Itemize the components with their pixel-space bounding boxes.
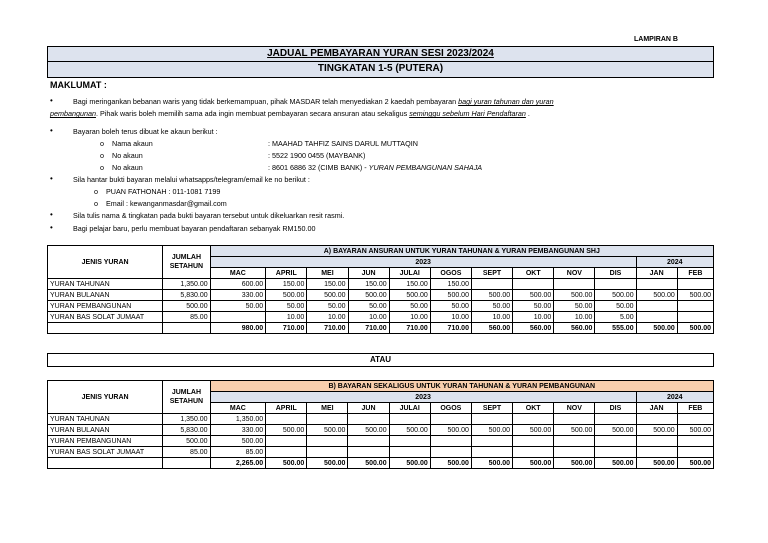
month-header: JULAI bbox=[389, 403, 430, 414]
col-header-jumlah bbox=[163, 381, 210, 414]
table-row bbox=[48, 301, 714, 312]
fee-amount-cell: 50.00 bbox=[307, 301, 348, 312]
account-note: YURAN PEMBANGUNAN SAHAJA bbox=[368, 163, 483, 172]
fee-amount-cell bbox=[348, 447, 389, 458]
fee-amount-cell: 50.00 bbox=[471, 301, 512, 312]
fee-amount-cell: 500.00 bbox=[513, 425, 554, 436]
fee-amount-cell: 500.00 bbox=[266, 425, 307, 436]
fee-amount-cell: 500.00 bbox=[554, 425, 595, 436]
fee-amount-cell: 500.00 bbox=[430, 425, 471, 436]
fee-total-cell: 500.00 bbox=[163, 301, 210, 312]
month-header: JULAI bbox=[389, 268, 430, 279]
fee-amount-cell: 500.00 bbox=[513, 290, 554, 301]
bullet-icon: • bbox=[50, 174, 53, 183]
fee-amount-cell bbox=[307, 436, 348, 447]
fee-amount-cell bbox=[554, 447, 595, 458]
fee-amount-cell: 10.00 bbox=[430, 312, 471, 323]
fee-amount-cell: 500.00 bbox=[266, 290, 307, 301]
fee-amount-cell bbox=[513, 447, 554, 458]
fee-total-cell: 500.00 bbox=[163, 436, 210, 447]
month-header: OGOS bbox=[430, 403, 471, 414]
month-total-cell: 500.00 bbox=[307, 458, 348, 469]
month-total-cell: 500.00 bbox=[636, 323, 677, 334]
table-row bbox=[48, 414, 714, 425]
table-row bbox=[48, 425, 714, 436]
sub-bullet-icon: o bbox=[94, 187, 98, 196]
col-header-jenis: JENIS YURAN bbox=[48, 381, 163, 414]
fee-amount-cell: 10.00 bbox=[307, 312, 348, 323]
fee-amount-cell: 150.00 bbox=[430, 279, 471, 290]
month-header: OKT bbox=[513, 268, 554, 279]
fee-amount-cell: 10.00 bbox=[471, 312, 512, 323]
month-total-cell: 500.00 bbox=[266, 458, 307, 469]
month-header: MAC bbox=[210, 268, 266, 279]
year-header-2023: 2023 bbox=[210, 257, 636, 268]
info-paragraph-3: Sila hantar bukti bayaran melalui whatsapps/telegram/email ke no berikut : bbox=[73, 175, 310, 184]
sub-bullet-icon: o bbox=[100, 139, 104, 148]
fee-name-cell: YURAN TAHUNAN bbox=[48, 414, 163, 425]
month-total-cell: 980.00 bbox=[210, 323, 266, 334]
month-header: NOV bbox=[554, 268, 595, 279]
col-header-jumlah-line1: JUMLAH bbox=[171, 389, 201, 396]
fee-amount-cell: 10.00 bbox=[266, 312, 307, 323]
month-header: MAC bbox=[210, 403, 266, 414]
atau-divider: ATAU bbox=[47, 353, 714, 367]
col-header-jumlah-line1: JUMLAH bbox=[171, 254, 202, 261]
fee-amount-cell: 50.00 bbox=[389, 301, 430, 312]
lampiran-label: LAMPIRAN B bbox=[634, 36, 678, 43]
account-no-text: : 8601 6886 32 (CIMB BANK) - bbox=[268, 163, 369, 172]
table-total-row bbox=[48, 323, 714, 334]
fee-amount-cell bbox=[389, 414, 430, 425]
month-total-cell: 500.00 bbox=[348, 458, 389, 469]
month-header: APRIL bbox=[266, 268, 307, 279]
fee-amount-cell: 85.00 bbox=[210, 447, 266, 458]
maklumat-heading: MAKLUMAT : bbox=[50, 80, 107, 90]
bullet-icon: • bbox=[50, 210, 53, 219]
fee-amount-cell bbox=[636, 414, 677, 425]
account-no-value-maybank: : 5522 1900 0455 (MAYBANK) bbox=[268, 151, 366, 160]
fee-amount-cell: 500.00 bbox=[677, 290, 713, 301]
month-total-cell: 500.00 bbox=[677, 323, 713, 334]
table-b bbox=[47, 380, 714, 469]
grand-total-cell bbox=[163, 458, 210, 469]
bullet-icon: • bbox=[50, 126, 53, 135]
fee-name-cell: YURAN PEMBANGUNAN bbox=[48, 436, 163, 447]
month-total-cell: 710.00 bbox=[389, 323, 430, 334]
month-total-cell: 560.00 bbox=[471, 323, 512, 334]
fee-amount-cell bbox=[595, 279, 636, 290]
month-total-cell: 710.00 bbox=[307, 323, 348, 334]
fee-amount-cell: 50.00 bbox=[430, 301, 471, 312]
fee-amount-cell bbox=[471, 414, 512, 425]
fee-amount-cell: 500.00 bbox=[348, 425, 389, 436]
fee-amount-cell: 330.00 bbox=[210, 425, 266, 436]
fee-amount-cell: 500.00 bbox=[636, 290, 677, 301]
fee-amount-cell: 50.00 bbox=[513, 301, 554, 312]
month-total-cell: 710.00 bbox=[430, 323, 471, 334]
col-header-jumlah-line2: SETAHUN bbox=[169, 263, 204, 270]
sub-bullet-icon: o bbox=[100, 163, 104, 172]
fee-amount-cell: 150.00 bbox=[348, 279, 389, 290]
fee-amount-cell: 500.00 bbox=[636, 425, 677, 436]
fee-amount-cell: 150.00 bbox=[266, 279, 307, 290]
fee-amount-cell bbox=[636, 301, 677, 312]
section-title: B) BAYARAN SEKALIGUS UNTUK YURAN TAHUNAN & YURAN PEMBANGUNAN bbox=[210, 381, 713, 392]
info-text: . Pihak waris boleh memilih sama ada ingin membuat pembayaran secara ansuran atau sekaligus bbox=[95, 109, 410, 118]
info-text: . bbox=[525, 109, 530, 118]
fee-amount-cell bbox=[677, 279, 713, 290]
bullet-icon: • bbox=[50, 96, 53, 105]
fee-amount-cell bbox=[677, 436, 713, 447]
fee-amount-cell bbox=[513, 436, 554, 447]
fee-amount-cell: 500.00 bbox=[210, 436, 266, 447]
fee-amount-cell bbox=[595, 414, 636, 425]
fee-total-cell: 5,830.00 bbox=[163, 290, 210, 301]
fee-amount-cell bbox=[677, 301, 713, 312]
year-header-2024: 2024 bbox=[636, 257, 713, 268]
fee-amount-cell: 5.00 bbox=[595, 312, 636, 323]
month-total-cell: 555.00 bbox=[595, 323, 636, 334]
sub-bullet-icon: o bbox=[100, 151, 104, 160]
fee-amount-cell: 500.00 bbox=[307, 425, 348, 436]
fee-amount-cell bbox=[471, 436, 512, 447]
info-paragraph-2: Bayaran boleh terus dibuat ke akaun berikut : bbox=[73, 127, 218, 136]
month-header: JUN bbox=[348, 403, 389, 414]
month-total-cell: 560.00 bbox=[554, 323, 595, 334]
year-header-2024: 2024 bbox=[636, 392, 713, 403]
fee-amount-cell bbox=[348, 414, 389, 425]
month-header: JAN bbox=[636, 268, 677, 279]
fee-total-cell: 1,350.00 bbox=[163, 279, 210, 290]
fee-amount-cell bbox=[307, 414, 348, 425]
fee-amount-cell: 500.00 bbox=[348, 290, 389, 301]
info-emphasis: pembangunan bbox=[50, 109, 96, 118]
fee-amount-cell bbox=[554, 436, 595, 447]
month-header: FEB bbox=[677, 403, 713, 414]
fee-amount-cell bbox=[677, 447, 713, 458]
month-header: OGOS bbox=[430, 268, 471, 279]
total-label-cell bbox=[48, 323, 163, 334]
table-a bbox=[47, 245, 714, 334]
fee-amount-cell bbox=[266, 436, 307, 447]
grand-total-cell bbox=[163, 323, 210, 334]
month-total-cell: 500.00 bbox=[430, 458, 471, 469]
table-header-row bbox=[48, 246, 714, 257]
fee-amount-cell bbox=[554, 279, 595, 290]
fee-amount-cell: 1,350.00 bbox=[210, 414, 266, 425]
fee-amount-cell: 50.00 bbox=[595, 301, 636, 312]
fee-amount-cell: 150.00 bbox=[389, 279, 430, 290]
month-header: MEI bbox=[307, 268, 348, 279]
fee-name-cell: YURAN TAHUNAN bbox=[48, 279, 163, 290]
fee-name-cell: YURAN BAS SOLAT JUMAAT bbox=[48, 312, 163, 323]
col-header-jumlah bbox=[163, 246, 210, 279]
month-header: APRIL bbox=[266, 403, 307, 414]
fee-total-cell: 1,350.00 bbox=[163, 414, 210, 425]
fee-amount-cell: 500.00 bbox=[677, 425, 713, 436]
fee-amount-cell bbox=[348, 436, 389, 447]
month-total-cell: 500.00 bbox=[554, 458, 595, 469]
account-no-label: No akaun bbox=[112, 151, 143, 160]
col-header-jenis: JENIS YURAN bbox=[48, 246, 163, 279]
fee-amount-cell: 50.00 bbox=[554, 301, 595, 312]
fee-amount-cell: 500.00 bbox=[554, 290, 595, 301]
table-row bbox=[48, 312, 714, 323]
account-name-value: : MAAHAD TAHFIZ SAINS DARUL MUTTAQIN bbox=[268, 139, 418, 148]
month-total-cell: 2,265.00 bbox=[210, 458, 266, 469]
fee-amount-cell: 150.00 bbox=[307, 279, 348, 290]
fee-total-cell: 85.00 bbox=[163, 312, 210, 323]
info-emphasis: bagi yuran tahunan dan yuran bbox=[458, 97, 554, 106]
fee-amount-cell bbox=[430, 436, 471, 447]
month-header: OKT bbox=[513, 403, 554, 414]
month-header: DIS bbox=[595, 268, 636, 279]
fee-amount-cell bbox=[677, 312, 713, 323]
fee-amount-cell bbox=[389, 436, 430, 447]
fee-amount-cell: 10.00 bbox=[389, 312, 430, 323]
bullet-icon: • bbox=[50, 223, 53, 232]
fee-amount-cell: 10.00 bbox=[348, 312, 389, 323]
fee-amount-cell bbox=[430, 447, 471, 458]
doc-subtitle: TINGKATAN 1-5 (PUTERA) bbox=[47, 62, 714, 78]
info-paragraph-1-cont bbox=[50, 109, 530, 118]
fee-amount-cell: 500.00 bbox=[389, 290, 430, 301]
table-row bbox=[48, 447, 714, 458]
month-header: JUN bbox=[348, 268, 389, 279]
info-paragraph-4: Sila tulis nama & tingkatan pada bukti bayaran tersebut untuk dikeluarkan resit rasmi. bbox=[73, 211, 345, 220]
fee-amount-cell bbox=[430, 414, 471, 425]
month-total-cell: 500.00 bbox=[513, 458, 554, 469]
fee-amount-cell bbox=[471, 279, 512, 290]
account-no-label: No akaun bbox=[112, 163, 143, 172]
fee-name-cell: YURAN PEMBANGUNAN bbox=[48, 301, 163, 312]
fee-amount-cell bbox=[636, 447, 677, 458]
month-total-cell: 560.00 bbox=[513, 323, 554, 334]
month-total-cell: 500.00 bbox=[636, 458, 677, 469]
fee-amount-cell: 50.00 bbox=[210, 301, 266, 312]
fee-amount-cell bbox=[677, 414, 713, 425]
total-label-cell bbox=[48, 458, 163, 469]
info-paragraph-5: Bagi pelajar baru, perlu membuat bayaran pendaftaran sebanyak RM150.00 bbox=[73, 224, 316, 233]
month-header: JAN bbox=[636, 403, 677, 414]
fee-amount-cell bbox=[513, 279, 554, 290]
fee-name-cell: YURAN BULANAN bbox=[48, 425, 163, 436]
fee-amount-cell bbox=[471, 447, 512, 458]
sub-bullet-icon: o bbox=[94, 199, 98, 208]
info-text: Bagi meringankan bebanan waris yang tidak berkemampuan, pihak MASDAR telah menyediakan 2 kaedah pembayaran bbox=[73, 97, 459, 106]
month-header: FEB bbox=[677, 268, 713, 279]
month-header: MEI bbox=[307, 403, 348, 414]
fee-amount-cell: 500.00 bbox=[471, 290, 512, 301]
month-header: NOV bbox=[554, 403, 595, 414]
table-header-row bbox=[48, 381, 714, 392]
fee-amount-cell bbox=[636, 312, 677, 323]
account-name-label: Nama akaun bbox=[112, 139, 153, 148]
fee-amount-cell bbox=[307, 447, 348, 458]
month-header: SEPT bbox=[471, 403, 512, 414]
fee-amount-cell bbox=[636, 436, 677, 447]
month-total-cell: 500.00 bbox=[471, 458, 512, 469]
fee-total-cell: 85.00 bbox=[163, 447, 210, 458]
fee-amount-cell bbox=[595, 447, 636, 458]
info-emphasis: seminggu sebelum Hari Pendaftaran bbox=[409, 109, 526, 118]
year-header-2023: 2023 bbox=[210, 392, 636, 403]
month-total-cell: 710.00 bbox=[348, 323, 389, 334]
fee-amount-cell: 330.00 bbox=[210, 290, 266, 301]
fee-name-cell: YURAN BULANAN bbox=[48, 290, 163, 301]
fee-amount-cell bbox=[266, 414, 307, 425]
table-row bbox=[48, 436, 714, 447]
doc-title: JADUAL PEMBAYARAN YURAN SESI 2023/2024 bbox=[47, 46, 714, 62]
fee-amount-cell: 500.00 bbox=[307, 290, 348, 301]
month-total-cell: 500.00 bbox=[677, 458, 713, 469]
month-total-cell: 710.00 bbox=[266, 323, 307, 334]
fee-amount-cell: 500.00 bbox=[430, 290, 471, 301]
account-no-value-cimb bbox=[268, 163, 482, 172]
col-header-jumlah-line2: SETAHUN bbox=[169, 398, 204, 405]
fee-amount-cell: 10.00 bbox=[554, 312, 595, 323]
table-row bbox=[48, 279, 714, 290]
fee-amount-cell: 600.00 bbox=[210, 279, 266, 290]
fee-amount-cell bbox=[266, 447, 307, 458]
fee-amount-cell: 500.00 bbox=[595, 425, 636, 436]
fee-amount-cell bbox=[595, 436, 636, 447]
fee-amount-cell: 500.00 bbox=[389, 425, 430, 436]
table-row bbox=[48, 290, 714, 301]
contact-email[interactable]: Email : kewanganmasdar@gmail.com bbox=[106, 199, 227, 208]
section-title: A) BAYARAN ANSURAN UNTUK YURAN TAHUNAN & YURAN PEMBANGUNAN SHJ bbox=[210, 246, 713, 257]
table-total-row bbox=[48, 458, 714, 469]
month-total-cell: 500.00 bbox=[595, 458, 636, 469]
fee-amount-cell bbox=[210, 312, 266, 323]
info-paragraph-1 bbox=[73, 97, 554, 106]
fee-amount-cell: 50.00 bbox=[348, 301, 389, 312]
fee-amount-cell bbox=[554, 414, 595, 425]
fee-name-cell: YURAN BAS SOLAT JUMAAT bbox=[48, 447, 163, 458]
fee-amount-cell: 500.00 bbox=[595, 290, 636, 301]
month-header: DIS bbox=[595, 403, 636, 414]
fee-amount-cell bbox=[513, 414, 554, 425]
fee-amount-cell bbox=[389, 447, 430, 458]
fee-amount-cell: 500.00 bbox=[471, 425, 512, 436]
fee-total-cell: 5,830.00 bbox=[163, 425, 210, 436]
contact-phone: PUAN FATHONAH : 011-1081 7199 bbox=[106, 187, 221, 196]
fee-amount-cell: 50.00 bbox=[266, 301, 307, 312]
month-total-cell: 500.00 bbox=[389, 458, 430, 469]
month-header: SEPT bbox=[471, 268, 512, 279]
fee-amount-cell: 10.00 bbox=[513, 312, 554, 323]
fee-amount-cell bbox=[636, 279, 677, 290]
